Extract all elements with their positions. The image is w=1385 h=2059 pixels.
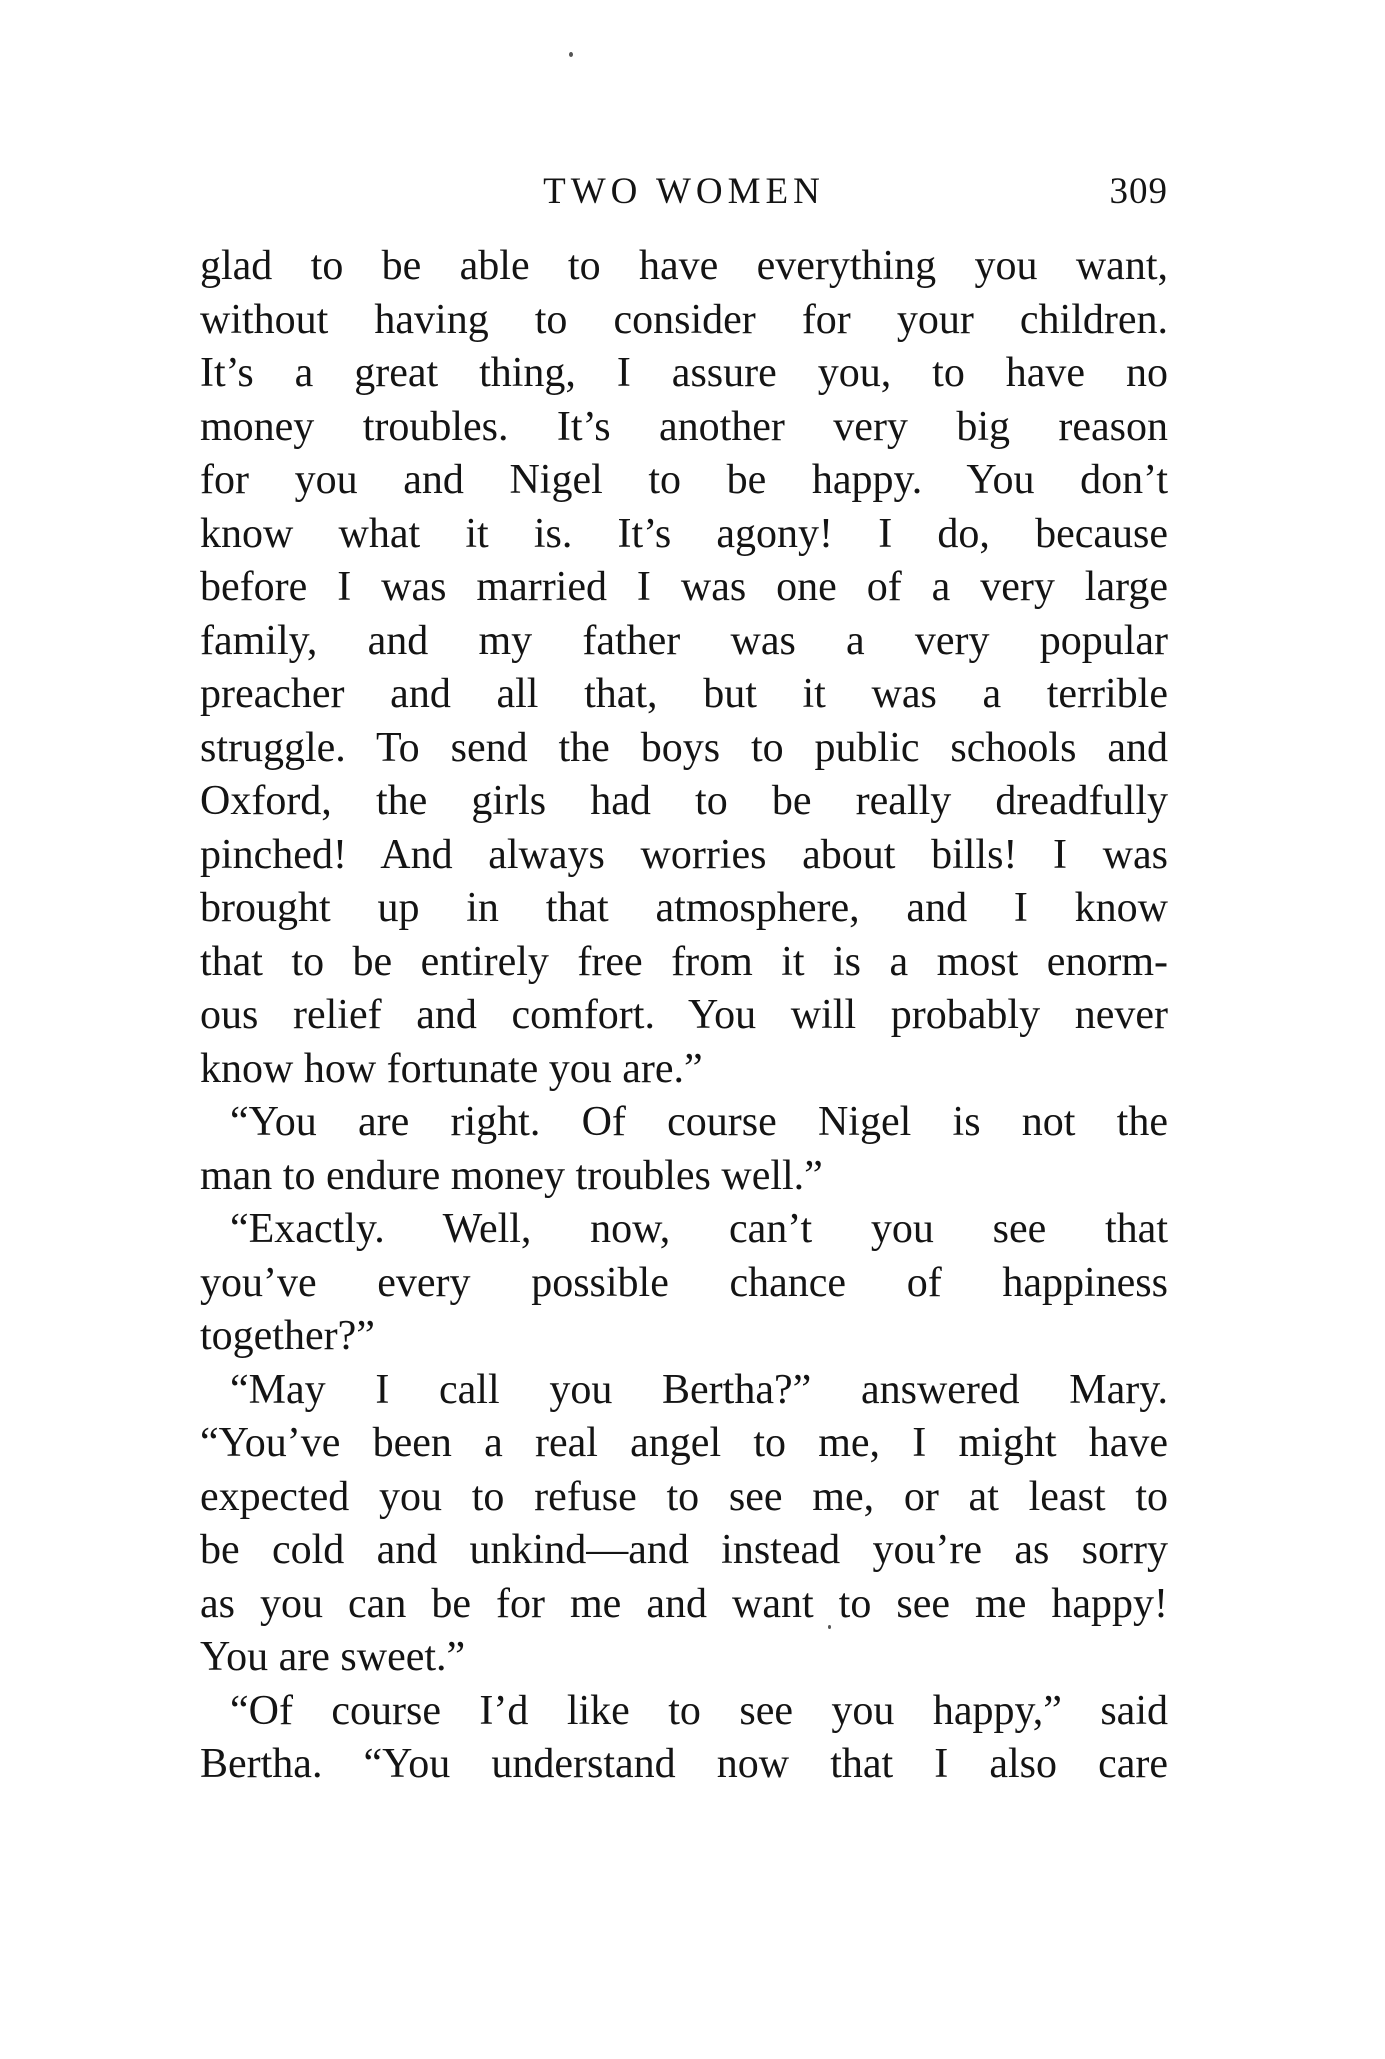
text-line: money troubles. It’s another very big reason [200,403,1168,450]
text-line: Oxford, the girls had to be really dreadfully [200,778,1168,824]
text-line: pinched! And always worries about bills! I was [200,831,1168,878]
page-number: 309 [1109,171,1168,212]
text-line: brought up in that atmosphere, and I know [200,885,1168,931]
text-line: be cold and unkind—and instead you’re as sorry [200,1527,1168,1573]
text-line: struggle. To send the boys to public schools and [200,724,1168,771]
text-line: It’s a great thing, I assure you, to have no [200,350,1168,396]
text-line: expected you to refuse to see me, or at least to [200,1473,1168,1520]
ink-speck [569,52,573,57]
text-line: Bertha. “You understand now that I also care [200,1741,1168,1787]
text-line: know what it is. It’s agony! I do, because [200,510,1168,557]
text-line: “You are right. Of course Nigel is not the [230,1099,1168,1145]
text-line: together?” [200,1313,375,1359]
text-line: man to endure money troubles well.” [200,1152,823,1199]
text-line: preacher and all that, but it was a terrible [200,671,1168,717]
text-line: glad to be able to have everything you want, [200,243,1168,289]
body-text [200,240,1168,1792]
text-line: “You’ve been a real angel to me, I might have [200,1420,1168,1466]
text-line: as you can be for me and want to see me happy! [200,1580,1168,1627]
running-title: TWO WOMEN [543,171,825,212]
text-line: family, and my father was a very popular [200,617,1168,664]
text-line: “Of course I’d like to see you happy,” said [230,1687,1168,1734]
text-line: You are sweet.” [200,1634,466,1680]
text-line: you’ve every possible chance of happiness [200,1259,1168,1306]
text-line: that to be entirely free from it is a most enorm- [200,938,1168,985]
text-line: “May I call you Bertha?” answered Mary. [230,1366,1168,1413]
text-line: before I was married I was one of a very large [200,564,1168,610]
text-line: “Exactly. Well, now, can’t you see that [230,1206,1168,1252]
text-line: for you and Nigel to be happy. You don’t [200,457,1168,503]
text-line: without having to consider for your children. [200,296,1168,343]
text-line: ous relief and comfort. You will probably never [200,992,1168,1038]
text-line: know how fortunate you are.” [200,1045,703,1092]
running-head [200,170,1168,220]
